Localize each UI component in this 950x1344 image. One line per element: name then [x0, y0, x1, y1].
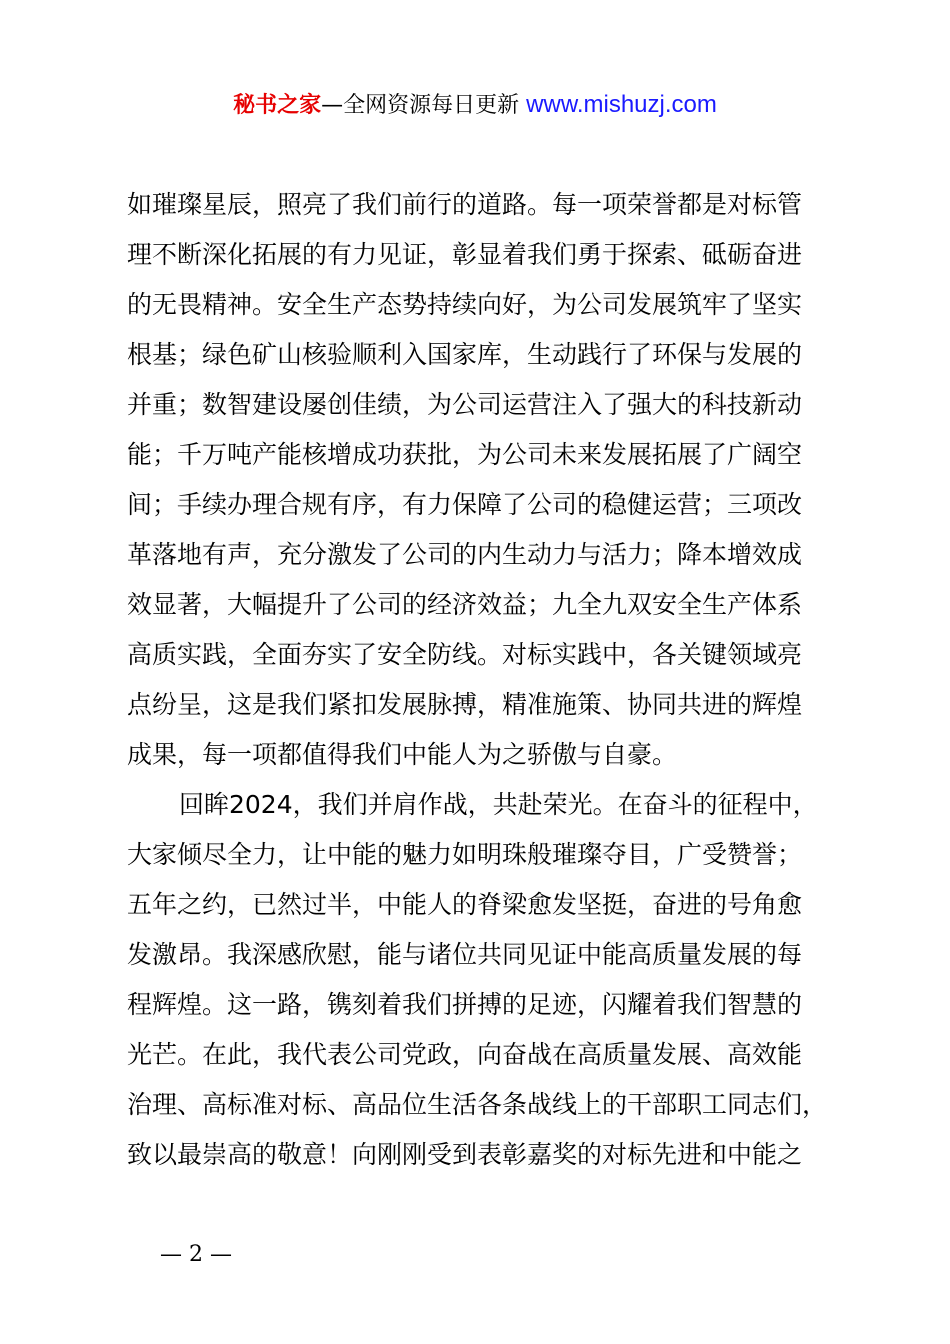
text-line: 并重；数智建设屡创佳绩，为公司运营注入了强大的科技新动	[127, 390, 803, 419]
text-line: 效显著，大幅提升了公司的经济效益；九全九双安全生产体系	[127, 590, 803, 619]
brand-name: 秘书之家	[233, 93, 322, 118]
text-line: 间；手续办理合规有序，有力保障了公司的稳健运营；三项改	[127, 490, 803, 519]
text-line: 程辉煌。这一路，镌刻着我们拼搏的足迹，闪耀着我们智慧的	[127, 990, 803, 1019]
text-line: 光芒。在此，我代表公司党政，向奋战在高质量发展、高效能	[127, 1040, 803, 1069]
text-line: 大家倾尽全力，让中能的魅力如明珠般璀璨夺目，广受赞誉；	[127, 840, 803, 869]
text-line: 根基；绿色矿山核验顺利入国家库，生动践行了环保与发展的	[127, 340, 803, 369]
text-line: 点纷呈，这是我们紧扣发展脉搏，精准施策、协同共进的辉煌	[127, 690, 803, 719]
text-line: 理不断深化拓展的有力见证，彰显着我们勇于探索、砥砺奋进	[127, 240, 803, 269]
text-line: 成果，每一项都值得我们中能人为之骄傲与自豪。	[127, 740, 678, 769]
text-line: 革落地有声，充分激发了公司的内生动力与活力；降本增效成	[127, 540, 803, 569]
text-line: 高质实践，全面夯实了安全防线。对标实践中，各关键领域亮	[127, 640, 803, 669]
text-line: 治理、高标准对标、高品位生活各条战线上的干部职工同志们，	[127, 1090, 828, 1119]
text-line: 如璀璨星辰，照亮了我们前行的道路。每一项荣誉都是对标管	[127, 190, 803, 219]
site-url-link[interactable]: www.mishuzj.com	[526, 91, 717, 118]
text-line: 五年之约，已然过半，中能人的脊梁愈发坚挺，奋进的号角愈	[127, 890, 803, 919]
header-tagline: —全网资源每日更新	[321, 93, 527, 118]
text-line: 发激昂。我深感欣慰，能与诸位共同见证中能高质量发展的每	[127, 940, 803, 969]
paragraph-start-line: 回眸2024，我们并肩作战，共赴荣光。在奋斗的征程中，	[179, 790, 818, 819]
text-line: 的无畏精神。安全生产态势持续向好，为公司发展筑牢了坚实	[127, 290, 803, 319]
text-line: 致以最崇高的敬意！向刚刚受到表彰嘉奖的对标先进和中能之	[127, 1140, 803, 1169]
document-body	[127, 180, 837, 1180]
text-line: 能；千万吨产能核增成功获批，为公司未来发展拓展了广阔空	[127, 440, 803, 469]
site-header	[0, 88, 950, 123]
page-number: — 2 —	[160, 1242, 232, 1267]
